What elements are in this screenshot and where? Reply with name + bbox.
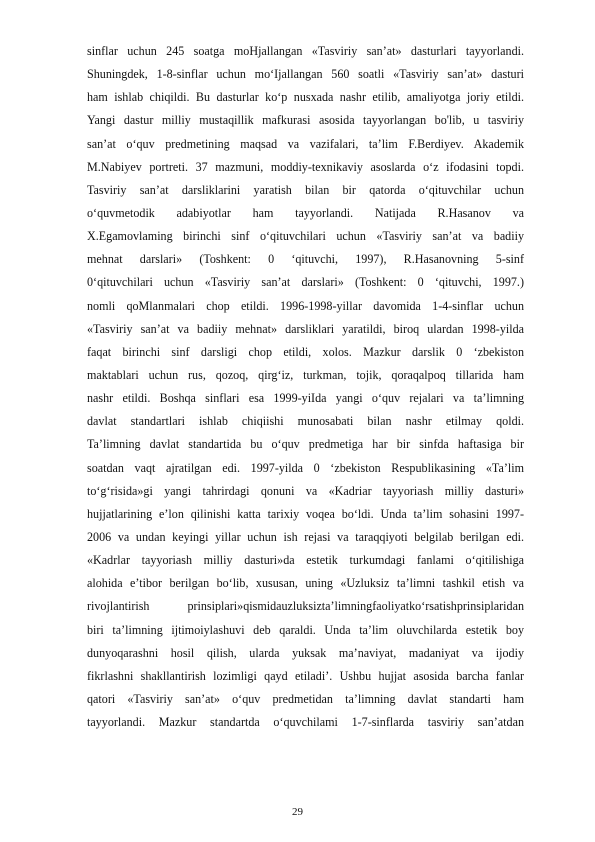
text-line: soatdan vaqt ajratilgan edi. 1997-yilda 0 ‘zbekiston Respublikasining «Ta’lim (87, 460, 524, 475)
page-number: 29 (292, 806, 303, 818)
text-line: faqat birinchi sinf darsligi chop etildi, xolos. Mazkur darslik 0 ‘zbekiston (87, 344, 524, 359)
text-line: maktablari uchun rus, qozoq, qirg‘iz, turkman, tojik, qoraqalpoq tillarida ham (87, 367, 524, 382)
text-line: nomli qoMlanmalari chop etildi. 1996-1998-yillar davomida 1-4-sinflar uchun (87, 298, 524, 313)
text-line: X.Egamovlaming birinchi sinf o‘qituvchilari uchun «Tasviriy san’at va badiiy (87, 229, 524, 244)
text-line: tayyorlandi. Mazkur standartda o‘quvchilami 1-7-sinflarda tasviriy san’atdan (87, 715, 524, 730)
text-line: Ta’limning davlat standartida bu o‘quv predmetiga har bir sinfda haftasiga bir (87, 437, 524, 452)
text-line: fikrlashni shakllantirish lozimligi qayd etiladi’. Ushbu hujjat asosida barcha fanlar (87, 668, 524, 683)
text-line: nashr etildi. Boshqa sinflari esa 1999-yiIda yangi o‘quv rejalari va ta’limning (87, 391, 524, 406)
body-text (87, 40, 524, 734)
text-line: rivojlantirish prinsiplari»qismidauzluksizta’limningfaoliyatko‘rsatishprinsiplaridan (87, 599, 524, 614)
text-line: alohida e’tibor berilgan bo‘lib, xususan, uning «Uzluksiz ta’limni tashkil etish va (87, 576, 524, 591)
text-line: hujjatlarining e’lon qilinishi katta tarixiy voqea bo‘ldi. Unda ta’lim sohasini 1997- (87, 506, 524, 521)
text-line: Yangi dastur milliy mustaqillik mafkurasi asosida tayyorlangan bo'lib, u tasviriy (87, 113, 524, 128)
text-line: dunyoqarashni hosil qilish, ularda yuksak ma’naviyat, madaniyat va ijodiy (87, 645, 524, 660)
text-line: 2006 va undan keyingi yillar uchun ish rejasi va taraqqiyoti belgilab berilgan edi. (87, 529, 524, 544)
text-line: san’at o‘quv predmetining maqsad va vazifalari, ta’lim F.Berdiyev. Akademik (87, 136, 524, 151)
text-line: Tasviriy san’at darsliklarini yaratish bilan bir qatorda o‘qituvchilar uchun (87, 182, 524, 197)
text-line: 0‘qituvchilari uchun «Tasviriy san’at darslari» (Toshkent: 0 ‘qituvchi, 1997.) (87, 275, 524, 290)
text-line: Shuningdek, 1-8-sinflar uchun mo‘Ijallangan 560 soatli «Tasviriy san’at» dasturi (87, 67, 524, 82)
text-line: mehnat darslari» (Toshkent: 0 ‘qituvchi, 1997), R.Hasanovning 5-sinf (87, 252, 524, 267)
text-line: o‘quvmetodik adabiyotlar ham tayyorlandi. Natijada R.Hasanov va (87, 205, 524, 220)
text-line: biri ta’limning ijtimoiylashuvi deb qaraldi. Unda ta’lim oluvchilarda estetik boy (87, 622, 524, 637)
text-line: to‘g‘risida»gi yangi tahrirdagi qonuni va «Kadriar tayyoriash milliy dasturi» (87, 483, 524, 498)
text-line: «Kadrlar tayyoriash milliy dasturi»da estetik turkumdagi fanlami o‘qitilishiga (87, 553, 524, 568)
text-line: qatori «Tasviriy san’at» o‘quv predmetidan ta’limning davlat standarti ham (87, 691, 524, 706)
text-line: ham ishlab chiqildi. Bu dasturlar ko‘p nusxada nashr etilib, amaliyotga joriy etildi. (87, 90, 524, 105)
text-line: sinflar uchun 245 soatga moHjallangan «Tasviriy san’at» dasturlari tayyorlandi. (87, 44, 524, 58)
text-line: M.Nabiyev portreti. 37 mazmuni, moddiy-texnikaviy asoslarda o‘z ifodasini topdi. (87, 159, 524, 174)
text-line: «Tasviriy san’at va badiiy mehnat» darsliklari yaratildi, biroq ulardan 1998-yilda (87, 321, 524, 336)
text-line: davlat standartlari ishlab chiqiishi munosabati bilan nashr etilmay qoldi. (87, 414, 524, 429)
